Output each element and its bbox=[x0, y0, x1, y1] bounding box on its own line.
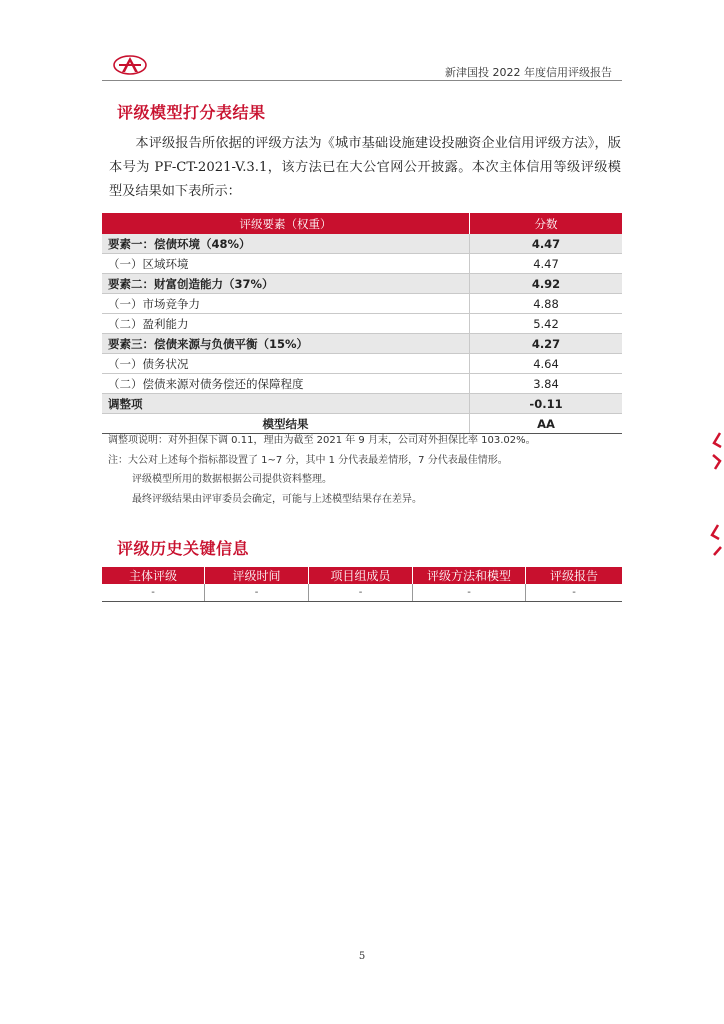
section-title-rating-history: 评级历史关键信息 bbox=[117, 539, 250, 558]
header-subject-rating: 主体评级 bbox=[102, 567, 205, 584]
section-title-model-score: 评级模型打分表结果 bbox=[117, 103, 266, 122]
table-row bbox=[102, 354, 622, 374]
row-value: 4.27 bbox=[470, 334, 623, 354]
row-label: （二）偿债来源对债务偿还的保障程度 bbox=[102, 374, 470, 394]
row-label: 要素三：偿债来源与负债平衡（15%） bbox=[102, 334, 470, 354]
row-label: 要素一：偿债环境（48%） bbox=[102, 234, 470, 254]
rating-history-table bbox=[102, 567, 622, 602]
row-label: （二）盈利能力 bbox=[102, 314, 470, 334]
header-team-members: 项目组成员 bbox=[309, 567, 413, 584]
row-value: 3.84 bbox=[470, 374, 623, 394]
row-label: 模型结果 bbox=[102, 414, 470, 434]
row-value: 5.42 bbox=[470, 314, 623, 334]
table-row bbox=[102, 374, 622, 394]
table-row bbox=[102, 254, 622, 274]
header-score: 分数 bbox=[470, 213, 623, 234]
row-label: （一）市场竞争力 bbox=[102, 294, 470, 314]
header-method-model: 评级方法和模型 bbox=[413, 567, 526, 584]
history-table-header bbox=[102, 567, 622, 584]
cell-method-model: - bbox=[413, 584, 526, 602]
intro-paragraph bbox=[109, 132, 621, 204]
cell-rating-report: - bbox=[526, 584, 623, 602]
table-row bbox=[102, 294, 622, 314]
row-value: 4.47 bbox=[470, 254, 623, 274]
note-1: 注：大公对上述每个指标都设置了 1~7 分，其中 1 分代表最差情形，7 分代表最佳情形。 bbox=[108, 454, 508, 466]
cell-team-members: - bbox=[309, 584, 413, 602]
table-notes bbox=[108, 431, 628, 509]
row-label: （一）区域环境 bbox=[102, 254, 470, 274]
row-value: 4.88 bbox=[470, 294, 623, 314]
table-row bbox=[102, 314, 622, 334]
header-divider bbox=[102, 80, 622, 81]
header-factor: 评级要素（权重） bbox=[102, 213, 470, 234]
cell-subject-rating: - bbox=[102, 584, 205, 602]
row-label: 调整项 bbox=[102, 394, 470, 414]
table-row bbox=[102, 274, 622, 294]
seal-stamp-edge bbox=[708, 425, 724, 565]
row-label: 要素二：财富创造能力（37%） bbox=[102, 274, 470, 294]
cell-rating-date: - bbox=[205, 584, 309, 602]
intro-text: 本评级报告所依据的评级方法为《城市基础设施建设投融资企业信用评级方法》，版本号为 PF-CT-2021-V.3.1，该方法已在大公官网公开披露。本次主体信用等级评级模型及结果如下表所示： bbox=[109, 136, 621, 199]
table-row bbox=[102, 234, 622, 254]
score-table bbox=[102, 213, 622, 434]
row-value: 4.64 bbox=[470, 354, 623, 374]
table-row bbox=[102, 334, 622, 354]
score-table-header bbox=[102, 213, 622, 234]
row-value: -0.11 bbox=[470, 394, 623, 414]
row-value: 4.92 bbox=[470, 274, 623, 294]
table-row bbox=[102, 584, 622, 602]
page-number: 5 bbox=[358, 951, 366, 962]
report-header-title: 新津国投 2022 年度信用评级报告 bbox=[445, 66, 612, 79]
header-rating-report: 评级报告 bbox=[526, 567, 623, 584]
row-value: 4.47 bbox=[470, 234, 623, 254]
header-rating-date: 评级时间 bbox=[205, 567, 309, 584]
note-3: 最终评级结果由评审委员会确定，可能与上述模型结果存在差异。 bbox=[132, 493, 422, 505]
company-logo bbox=[113, 55, 147, 75]
row-label: （一）债务状况 bbox=[102, 354, 470, 374]
row-value: AA bbox=[470, 414, 623, 434]
table-row-adjustment bbox=[102, 394, 622, 414]
adjust-note: 调整项说明：对外担保下调 0.11，理由为截至 2021 年 9 月末，公司对外担保比率 103.02%。 bbox=[108, 435, 536, 446]
note-2: 评级模型所用的数据根据公司提供资料整理。 bbox=[132, 474, 332, 485]
